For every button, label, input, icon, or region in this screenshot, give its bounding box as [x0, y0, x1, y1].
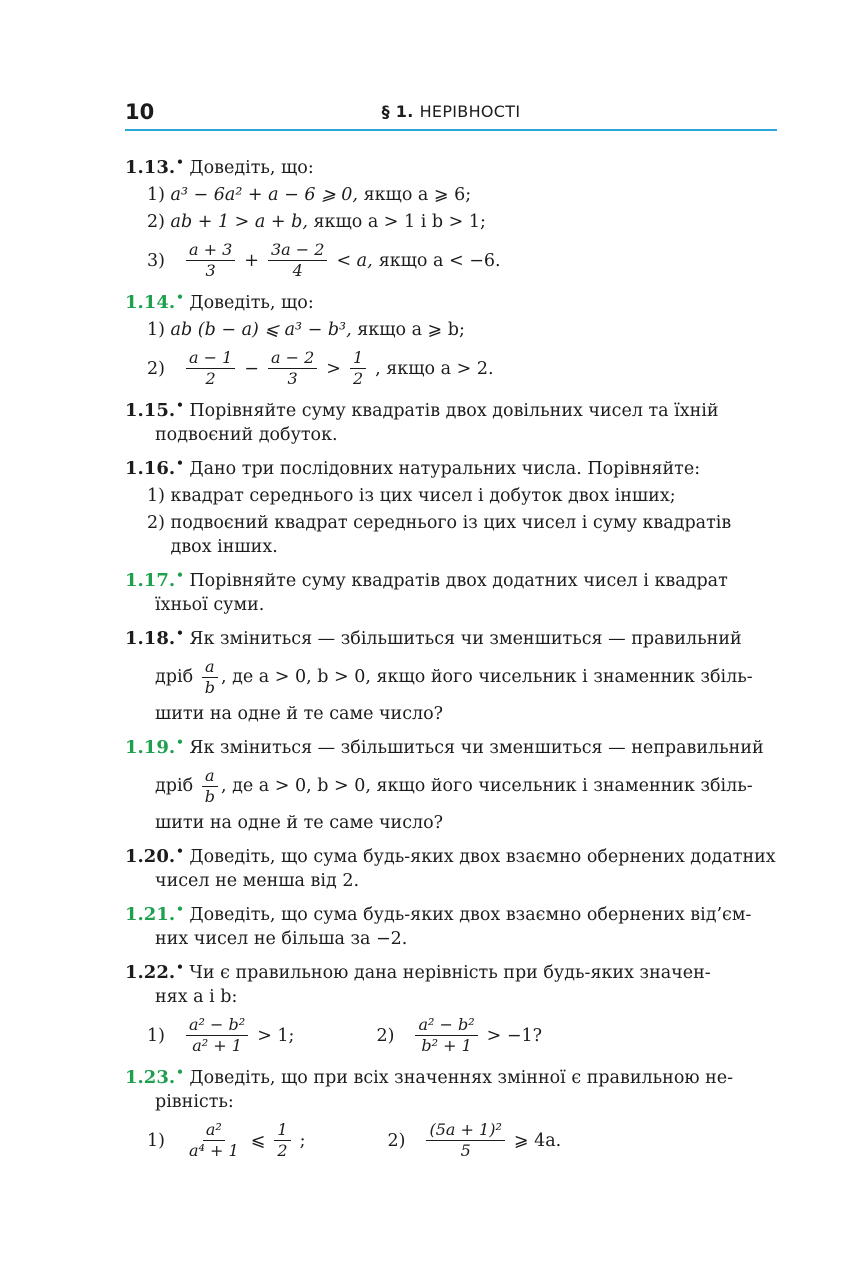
exercise-number: 1.13.•: [125, 155, 184, 178]
exercise-1-18: 1.18.• Як зміниться — збільшиться чи зменшиться — правильний дріб $\frac{a}{b}$ , де a > 0, b > 0, якщо його чисельник і знаменник збіль- шити на одне й те саме число?: [125, 626, 753, 724]
exercise-1-21: 1.21.• Доведіть, що сума будь-яких двох взаємно обернених від’єм- них чисел не більша за −2.: [125, 902, 752, 949]
fraction: $\frac{a - 1}{2}$: [186, 348, 235, 389]
exercise-intro: Доведіть, що:: [189, 158, 314, 178]
sub-item-3: 3) $\frac{a + 3}{3}$ + $\frac{3a - 2}{4}$ < a, якщо a < −6.: [147, 240, 501, 280]
exercise-1-19: 1.19.• Як зміниться — збільшиться чи зменшиться — неправильний дріб $\frac{a}{b}$ , де a > 0, b > 0, якщо його чисельник і знаменник збіль- шити на одне й те саме число?: [125, 735, 764, 833]
section-title: НЕРІВНОСТІ: [419, 102, 521, 121]
section-heading: [125, 102, 777, 121]
page-header: [125, 98, 777, 128]
sub-item-2: 2) $\frac{a - 1}{2}$ − $\frac{a - 2}{3}$ > $\frac{1}{2}$ , якщо a > 2.: [147, 348, 494, 388]
fraction: $\frac{a}{b}$: [202, 657, 218, 698]
exercise-number: 1.23.•: [125, 1065, 184, 1088]
fraction: $\frac{a - 2}{3}$: [268, 348, 317, 389]
exercise-1-23: 1.23.• Доведіть, що при всіх значеннях змінної є правильною не- рівність: 1) $\frac{\text{a²}}{\text{a⁴ + 1}}$ ⩽ $\frac{1}{2}$ ; 2) $\frac{\text{(5a + 1)²}}{5}$ ⩾ 4a.: [125, 1060, 777, 1161]
exercise-1-13: [125, 150, 777, 281]
exercise-1-15: 1.15.• Порівняйте суму квадратів двох довільних чисел та їхній подвоєний добуток.: [125, 398, 719, 445]
exercise-1-14: 1.14.• Доведіть, що: 1) ab (b − a) ⩽ a³ − b³, якщо a ⩾ b; 2) $\frac{a - 1}{2}$ − $\frac{a - 2}{3}$ > $\frac{1}{2}$ , якщо a > 2.: [125, 285, 777, 389]
exercise-number: 1.19.•: [125, 735, 184, 758]
fraction: $\frac{\text{a² − b²}}{\text{a² + 1}}$: [186, 1015, 248, 1056]
exercise-number: 1.21.•: [125, 902, 184, 925]
fraction: $\frac{a + 3}{3}$: [186, 240, 235, 281]
exercise-number: 1.14.•: [125, 290, 184, 313]
exercise-number: 1.22.•: [125, 960, 184, 983]
sub-items: 1) $\frac{\text{a² − b²}}{\text{a² + 1}}$ > 1; 2) $\frac{\text{a² − b²}}{\text{b² + 1}}$ > −1?: [147, 1015, 543, 1055]
sub-item-1: 1) a³ − 6a² + a − 6 ⩾ 0, якщо a ⩾ 6;: [147, 185, 472, 205]
exercise-1-20: 1.20.• Доведіть, що сума будь-яких двох взаємно обернених додатних чисел не менша від 2.: [125, 844, 776, 891]
fraction: $\frac{a}{b}$: [202, 766, 218, 807]
exercise-list: [125, 150, 777, 1165]
section-mark: § 1.: [381, 102, 414, 121]
fraction: $\frac{1}{2}$: [274, 1120, 290, 1161]
header-rule: [125, 129, 777, 131]
sub-items: 1) $\frac{\text{a²}}{\text{a⁴ + 1}}$ ⩽ $\frac{1}{2}$ ; 2) $\frac{\text{(5a + 1)²}}{5}$ ⩾ 4a.: [147, 1120, 562, 1160]
fraction: $\frac{\text{a²}}{\text{a⁴ + 1}}$: [189, 1120, 239, 1160]
exercise-1-22: 1.22.• Чи є правильною дана нерівність при будь-яких значен- нях a і b: 1) $\frac{\text{a² − b²}}{\text{a² + 1}}$ > 1; 2) $\frac{\text{a² − b²}}{\text{b² + 1}}$ > −1?: [125, 955, 777, 1056]
sub-item-1: 1) ab (b − a) ⩽ a³ − b³, якщо a ⩾ b;: [147, 320, 465, 340]
sub-item-2: 2) ab + 1 > a + b, якщо a > 1 і b > 1;: [147, 212, 486, 232]
fraction: $\frac{3a - 2}{4}$: [268, 240, 327, 281]
exercise-number: 1.17.•: [125, 568, 184, 591]
exercise-1-17: 1.17.• Порівняйте суму квадратів двох додатних чисел і квадрат їхньої суми.: [125, 568, 728, 615]
fraction: $\frac{1}{2}$: [350, 348, 366, 389]
exercise-1-16: 1.16.• Дано три послідовних натуральних числа. Порівняйте: 1) квадрат середнього із цих чисел і добуток двох інших; 2) подвоєний квадрат середнього із цих чисел і суму квадратів двох інших.: [125, 451, 777, 559]
exercise-number: 1.16.•: [125, 456, 184, 479]
exercise-number: 1.15.•: [125, 398, 184, 421]
exercise-number: 1.20.•: [125, 844, 184, 867]
fraction: $\frac{\text{(5a + 1)²}}{5}$: [426, 1120, 504, 1161]
page-number: 10: [125, 100, 155, 124]
fraction: $\frac{\text{a² − b²}}{\text{b² + 1}}$: [415, 1015, 477, 1056]
sub-item-2: 2) подвоєний квадрат середнього із цих чисел і суму квадратів двох інших.: [147, 513, 732, 557]
exercise-number: 1.18.•: [125, 626, 184, 649]
sub-item-1: 1) квадрат середнього із цих чисел і добуток двох інших;: [147, 486, 676, 506]
